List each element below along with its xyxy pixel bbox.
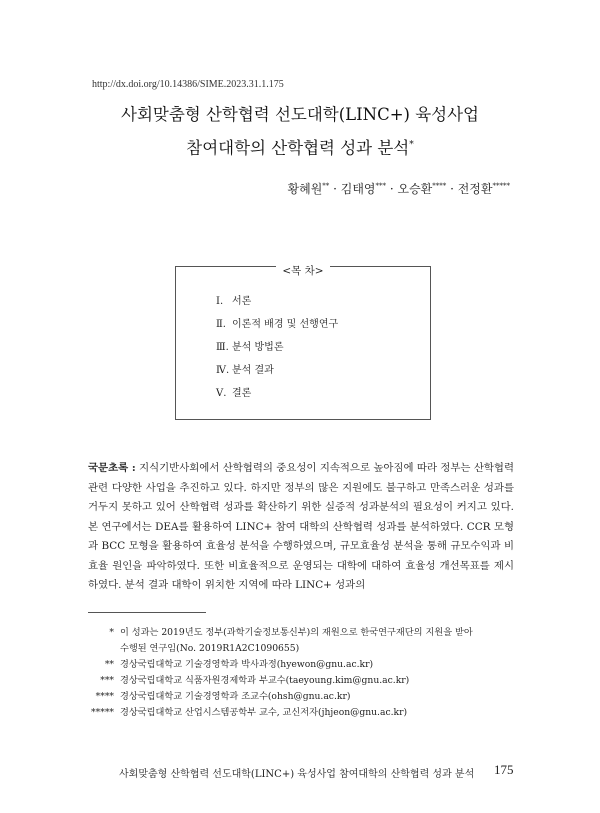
toc-item-number: Ⅱ. (216, 319, 226, 330)
footnote (80, 656, 373, 670)
footnote-text: 경상국립대학교 기술경영학과 박사과정(hyewon@gnu.ac.kr) (120, 659, 374, 670)
paper-title-line-1: 사회맞춤형 산학협력 선도대학(LINC+) 육성사업 (121, 105, 479, 124)
toc-item-label: 결론 (232, 388, 252, 399)
footnote-divider (88, 612, 206, 613)
author-separator: · (329, 182, 341, 196)
footnote-text: 경상국립대학교 산업시스템공학부 교수, 교신저자(jhjeon@gnu.ac.kr) (120, 707, 408, 718)
korean-abstract (88, 459, 514, 596)
abstract-label: 국문초록 : (88, 462, 136, 474)
toc-item-number: Ⅰ. (216, 296, 224, 307)
author-name: 황혜원 (287, 182, 323, 196)
doi-link[interactable]: http://dx.doi.org/10.14386/SIME.2023.31.1.175 (92, 79, 284, 90)
footnote-mark: ***** (91, 707, 114, 718)
footnote-text: 이 성과는 2019년도 정부(과학기술정보통신부)의 재원으로 한국연구재단의 지원을 받아 (120, 627, 473, 638)
toc-item (216, 315, 338, 330)
footnote-mark: * (109, 627, 114, 638)
author-mark: **** (432, 182, 447, 190)
toc-item-number: Ⅴ. (216, 388, 227, 399)
toc-item-label: 이론적 배경 및 선행연구 (232, 319, 339, 330)
toc-item-number: Ⅲ. (216, 342, 229, 353)
toc-item (216, 338, 283, 353)
title-footnote-mark: * (409, 140, 414, 150)
author-name: 오승환 (397, 182, 433, 196)
toc-item (216, 384, 251, 399)
footnote-text: 경상국립대학교 식품자원경제학과 부교수(taeyoung.kim@gnu.ac.kr) (120, 675, 410, 686)
footnote-mark: ** (104, 659, 114, 670)
footnote (80, 688, 350, 702)
author-separator: · (446, 182, 458, 196)
toc-item (216, 361, 274, 376)
footnote-text: 경상국립대학교 기술경영학과 조교수(ohsh@gnu.ac.kr) (120, 691, 351, 702)
table-of-contents (175, 266, 431, 420)
running-title: 사회맞춤형 산학협력 선도대학(LINC+) 육성사업 참여대학의 산학협력 성과 분석 (119, 769, 475, 780)
abstract-text: 지식기반사회에서 산학협력의 중요성이 지속적으로 높아짐에 따라 정부는 산학협력 관련 다양한 사업을 추진하고 있다. 하지만 정부의 많은 지원에도 불구하고 만족스러운 성과를 거두지 못하고 있어 산학협력 성과를 확산하기 위한 실증적 성과분석의 필요성이 커지고 있다. 본 연구에서는 DEA를 활용하여 LINC+ 참여 대학의 산학협력 성과를 분석하였다. CCR 모형과 BCC 모형을 활용하여 효율성 분석을 수행하였으며, 규모효율성 분석을 통해 규모수익과 비효율 원인을 파악하였다. 또한 비효율적으로 운영되는 대학에 대하여 효율성 개선목표를 제시하였다. 분석 결과 대학이 위치한 지역에 따라 LINC+ 성과의 (88, 462, 514, 591)
toc-item-number: Ⅳ. (216, 365, 230, 376)
toc-title: <목 차> (276, 265, 329, 277)
toc-item (216, 292, 251, 307)
author-mark: ***** (492, 182, 510, 190)
footnote-mark: **** (95, 691, 114, 702)
toc-item-label: 분석 결과 (232, 365, 274, 376)
footnote (80, 672, 409, 686)
author-separator: · (386, 182, 398, 196)
author-mark: *** (375, 182, 387, 190)
author-mark: ** (322, 182, 330, 190)
footnote (80, 704, 407, 718)
author-list (288, 180, 510, 197)
paper-title-line-2-text: 참여대학의 산학협력 성과 분석 (186, 138, 410, 158)
author-name: 김태영 (340, 182, 376, 196)
author-name: 전정환 (457, 182, 493, 196)
footnote-continuation: 수행된 연구임(No. 2019R1A2C1090655) (120, 643, 300, 654)
toc-item-label: 분석 방법론 (232, 342, 284, 353)
footnote (80, 624, 473, 638)
paper-title-line-2 (60, 134, 540, 160)
page-number: 175 (494, 762, 514, 777)
toc-item-label: 서론 (232, 296, 252, 307)
footnote-mark: *** (100, 675, 114, 686)
